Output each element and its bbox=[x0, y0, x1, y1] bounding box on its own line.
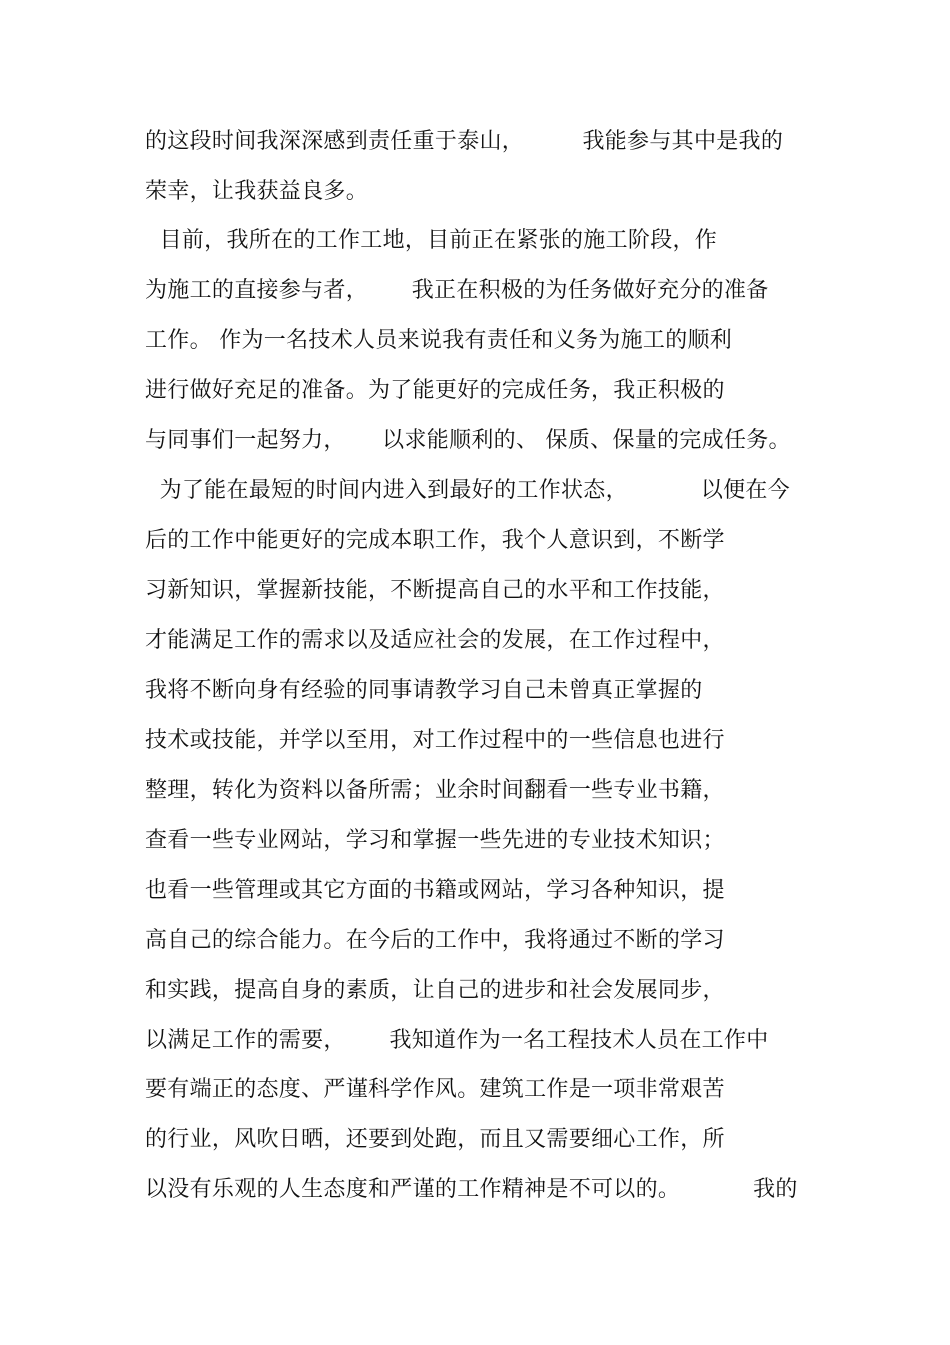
text-line: 要有端正的态度、严谨科学作风。建筑工作是一项非常艰苦 bbox=[145, 1077, 725, 1102]
text-line: 技术或技能，并学以至用，对工作过程中的一些信息也进行 bbox=[145, 728, 725, 753]
text-line: 和实践，提高自身的素质，让自己的进步和社会发展同步， bbox=[145, 978, 725, 1003]
text-line: 才能满足工作的需求以及适应社会的发展，在工作过程中， bbox=[145, 628, 725, 653]
text-line: 整理，转化为资料以备所需；业余时间翻看一些专业书籍， bbox=[145, 778, 725, 803]
text-line: 以没有乐观的人生态度和严谨的工作精神是不可以的。 我的 bbox=[145, 1177, 798, 1202]
text-line: 以满足工作的需要， 我知道作为一名工程技术人员在工作中 bbox=[145, 1028, 769, 1053]
text-line: 的行业，风吹日晒，还要到处跑，而且又需要细心工作，所 bbox=[145, 1127, 725, 1152]
text-line: 荣幸，让我获益良多。 bbox=[145, 179, 369, 204]
text-line: 目前，我所在的工作工地，目前正在紧张的施工阶段，作 bbox=[145, 228, 718, 253]
text-line: 高自己的综合能力。在今后的工作中，我将通过不断的学习 bbox=[145, 928, 725, 953]
text-line: 与同事们一起努力， 以求能顺利的、 保质、保量的完成任务。 bbox=[145, 428, 791, 453]
text-line: 习新知识，掌握新技能，不断提高自己的水平和工作技能， bbox=[145, 578, 725, 603]
text-line: 我将不断向身有经验的同事请教学习自己未曾真正掌握的 bbox=[145, 678, 703, 703]
text-line: 也看一些管理或其它方面的书籍或网站，学习各种知识，提 bbox=[145, 878, 725, 903]
text-line: 查看一些专业网站，学习和掌握一些先进的专业技术知识； bbox=[145, 828, 725, 853]
text-line: 后的工作中能更好的完成本职工作，我个人意识到，不断学 bbox=[145, 528, 725, 553]
text-line: 工作。 作为一名技术人员来说我有责任和义务为施工的顺利 bbox=[145, 328, 733, 353]
text-line: 进行做好充足的准备。为了能更好的完成任务，我正积极的 bbox=[145, 378, 725, 403]
text-line: 的这段时间我深深感到责任重于泰山， 我能参与其中是我的 bbox=[145, 129, 784, 154]
text-line: 为施工的直接参与者， 我正在积极的为任务做好充分的准备 bbox=[145, 278, 769, 303]
text-line: 为了能在最短的时间内进入到最好的工作状态， 以便在今 bbox=[145, 478, 791, 503]
